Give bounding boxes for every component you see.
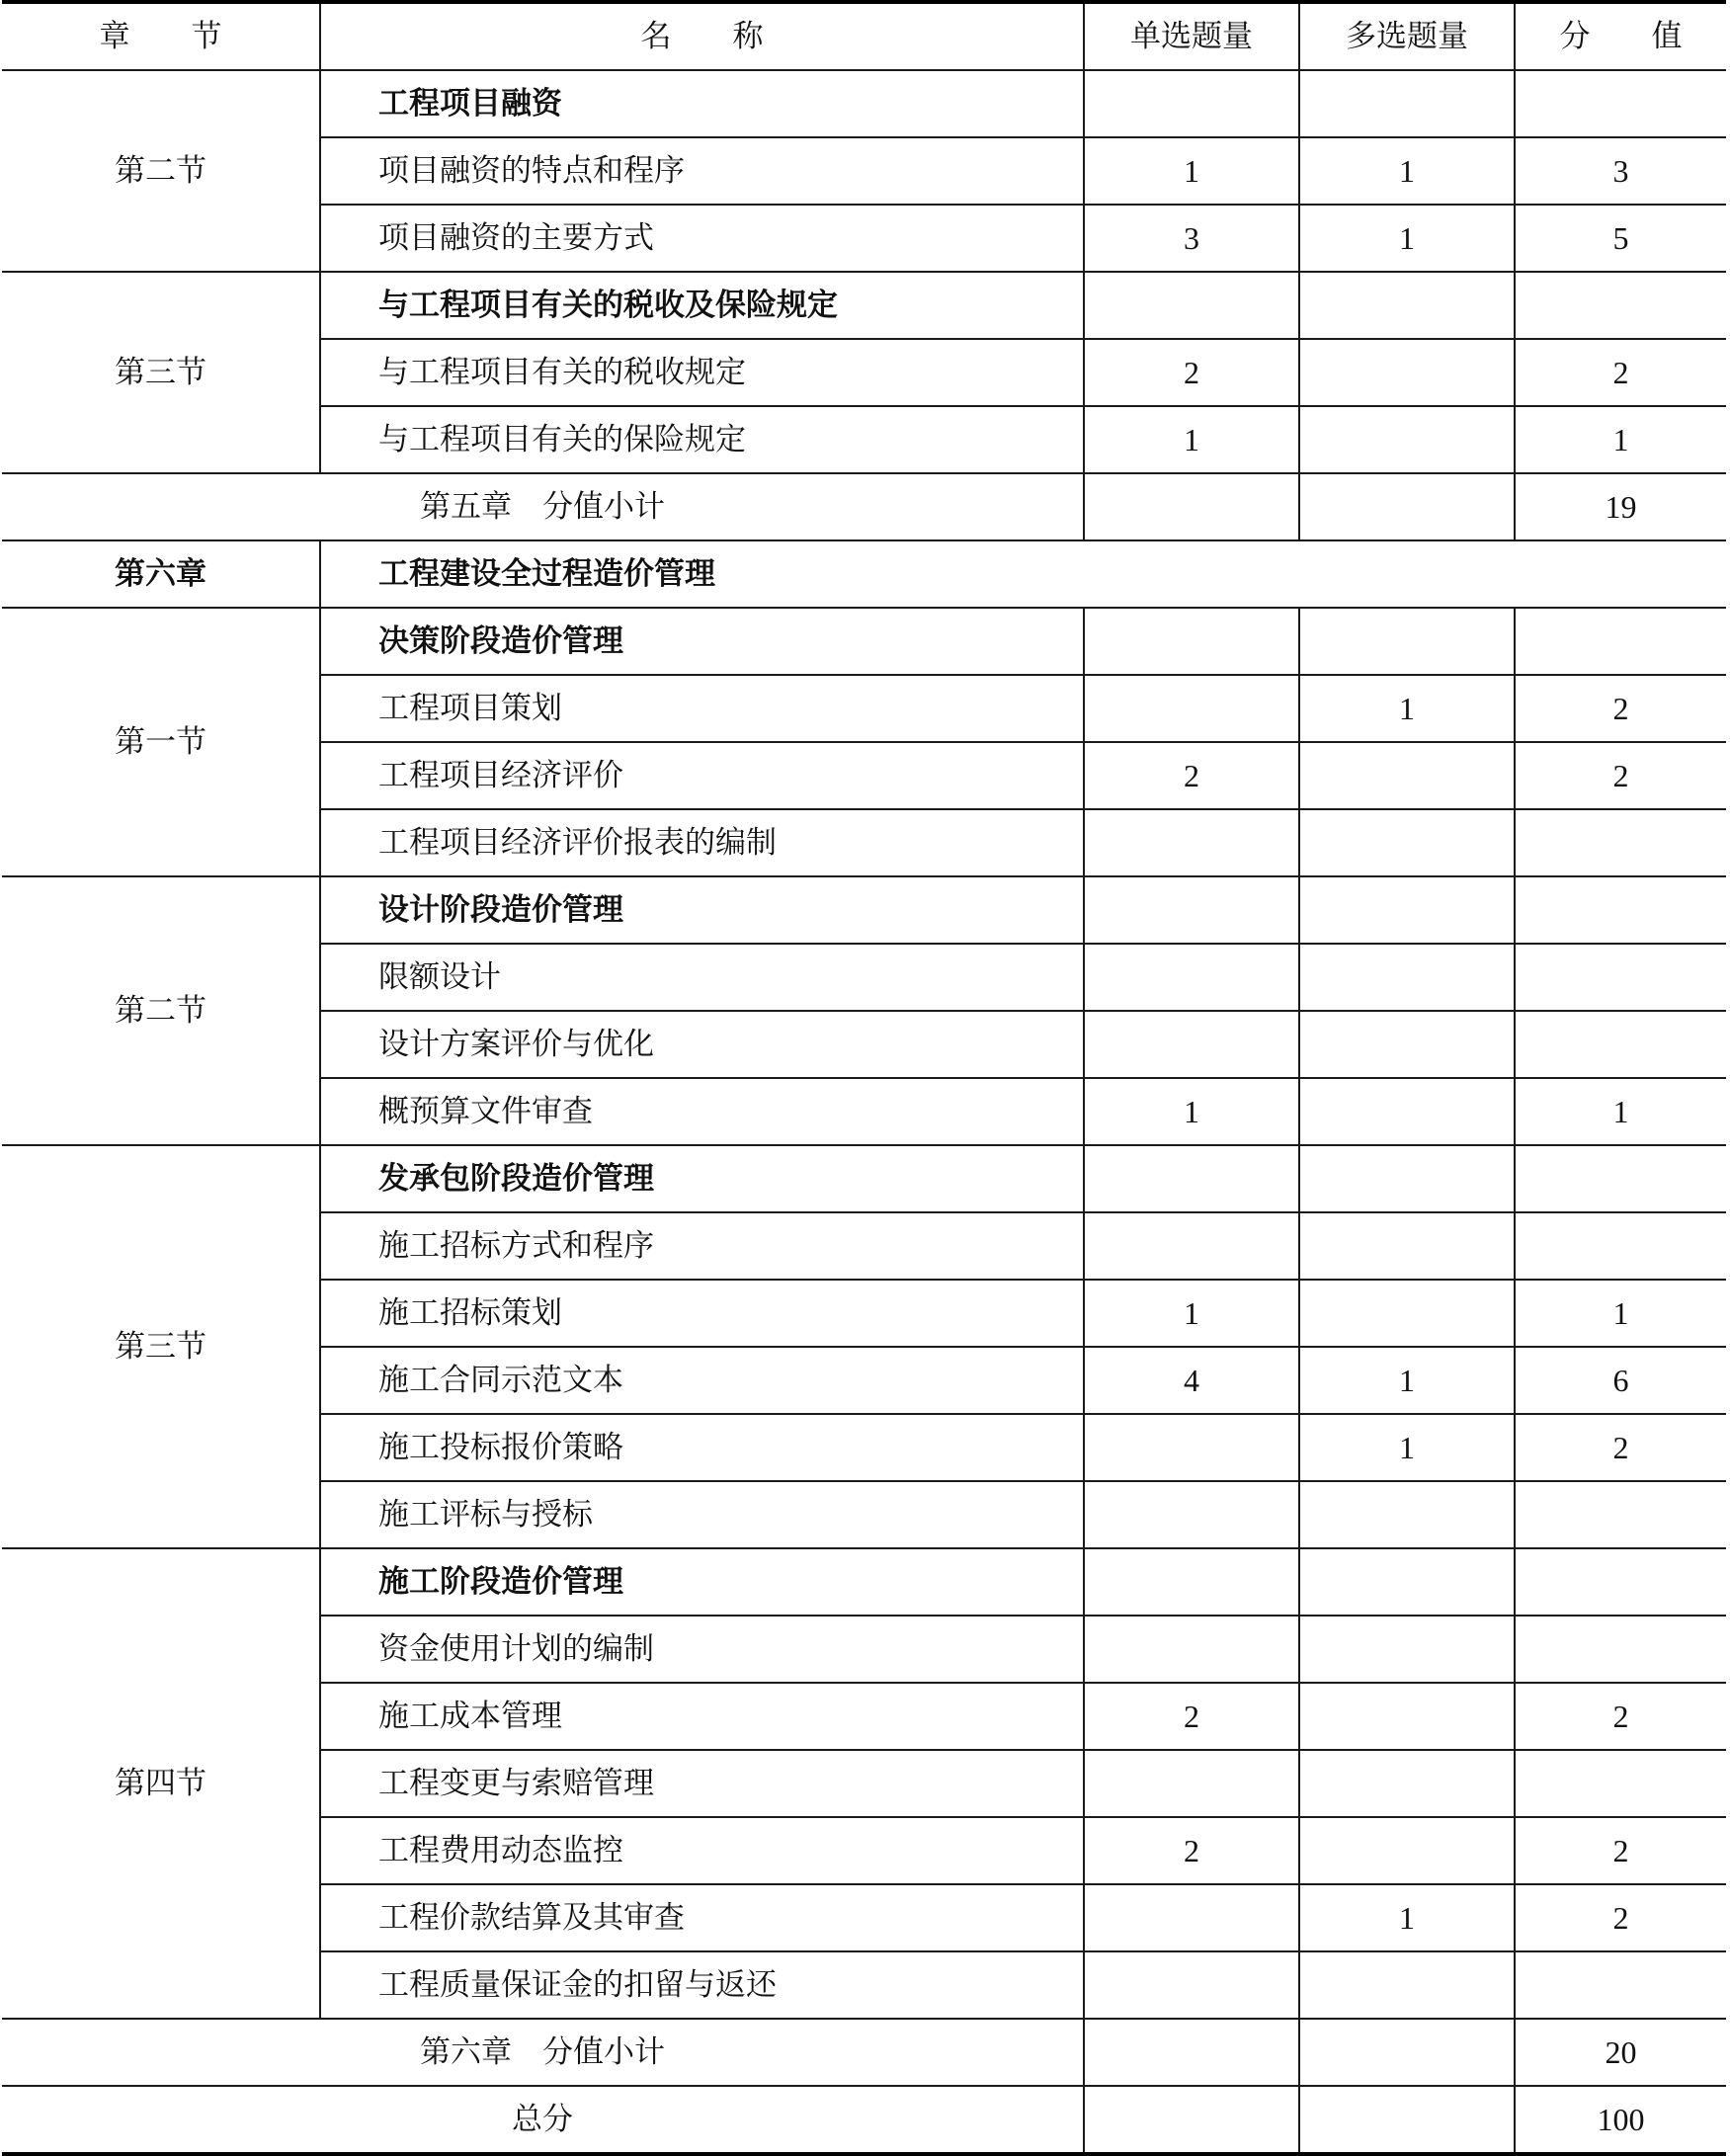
single-choice-count [1084, 2019, 1299, 2086]
single-choice-count: 3 [1084, 205, 1299, 272]
subtotal-label: 第五章 分值小计 [2, 473, 1084, 540]
topic-name: 工程价款结算及其审查 [320, 1884, 1084, 1951]
subtotal-label: 第六章 分值小计 [2, 2019, 1084, 2086]
single-choice-count: 2 [1084, 1683, 1299, 1750]
column-header-single-choice: 单选题量 [1084, 2, 1299, 70]
multi-choice-count [1299, 473, 1515, 540]
topic-name: 工程变更与索赔管理 [320, 1750, 1084, 1817]
multi-choice-count [1299, 2019, 1515, 2086]
section-title: 决策阶段造价管理 [320, 608, 1084, 675]
topic-name: 资金使用计划的编制 [320, 1616, 1084, 1683]
table-header [2, 2, 1726, 70]
subtotal-score: 19 [1515, 473, 1726, 540]
section-label: 第四节 [2, 1548, 320, 2019]
column-header-multi-choice: 多选题量 [1299, 2, 1515, 70]
multi-choice-count [1299, 1951, 1515, 2019]
section-title: 发承包阶段造价管理 [320, 1145, 1084, 1212]
section-title: 施工阶段造价管理 [320, 1548, 1084, 1616]
score-value [1515, 1212, 1726, 1280]
multi-choice-count [1299, 1078, 1515, 1145]
single-choice-count: 1 [1084, 1280, 1299, 1347]
topic-name: 限额设计 [320, 944, 1084, 1011]
score-value [1515, 876, 1726, 944]
section-title: 与工程项目有关的税收及保险规定 [320, 272, 1084, 339]
score-value: 2 [1515, 1414, 1726, 1481]
single-choice-count [1084, 1414, 1299, 1481]
topic-name: 概预算文件审查 [320, 1078, 1084, 1145]
multi-choice-count [1299, 1817, 1515, 1884]
multi-choice-count [1299, 1145, 1515, 1212]
table-row [2, 2086, 1726, 2154]
header-row [2, 2, 1726, 70]
subtotal-score: 20 [1515, 2019, 1726, 2086]
section-label: 第三节 [2, 272, 320, 473]
single-choice-count: 2 [1084, 742, 1299, 809]
score-value: 2 [1515, 742, 1726, 809]
single-choice-count [1084, 1481, 1299, 1548]
table-row [2, 2019, 1726, 2086]
multi-choice-count [1299, 944, 1515, 1011]
topic-name: 项目融资的主要方式 [320, 205, 1084, 272]
multi-choice-count: 1 [1299, 137, 1515, 205]
table-row [2, 1145, 1726, 1212]
multi-choice-count: 1 [1299, 675, 1515, 742]
single-choice-count: 4 [1084, 1347, 1299, 1414]
table-row [2, 876, 1726, 944]
score-value [1515, 608, 1726, 675]
single-choice-count [1084, 473, 1299, 540]
score-value: 2 [1515, 1683, 1726, 1750]
table-row [2, 1548, 1726, 1616]
single-choice-count [1084, 1548, 1299, 1616]
single-choice-count: 2 [1084, 339, 1299, 406]
multi-choice-count [1299, 809, 1515, 876]
section-label: 第一节 [2, 608, 320, 876]
multi-choice-count: 1 [1299, 1414, 1515, 1481]
topic-name: 工程项目经济评价报表的编制 [320, 809, 1084, 876]
score-distribution-table [2, 0, 1726, 2156]
subtotal-label: 总分 [2, 2086, 1084, 2154]
score-value [1515, 70, 1726, 137]
chapter-label: 第六章 [2, 540, 320, 608]
single-choice-count [1084, 1884, 1299, 1951]
single-choice-count [1084, 944, 1299, 1011]
single-choice-count: 1 [1084, 406, 1299, 473]
single-choice-count [1084, 876, 1299, 944]
multi-choice-count [1299, 272, 1515, 339]
score-value: 3 [1515, 137, 1726, 205]
score-value [1515, 1750, 1726, 1817]
topic-name: 施工招标策划 [320, 1280, 1084, 1347]
multi-choice-count [1299, 406, 1515, 473]
section-label: 第二节 [2, 876, 320, 1145]
single-choice-count [1084, 1616, 1299, 1683]
topic-name: 工程质量保证金的扣留与返还 [320, 1951, 1084, 2019]
score-value [1515, 1951, 1726, 2019]
score-value [1515, 1548, 1726, 1616]
table-body [2, 70, 1726, 2154]
score-value [1515, 809, 1726, 876]
table-row [2, 272, 1726, 339]
single-choice-count: 2 [1084, 1817, 1299, 1884]
table-row [2, 473, 1726, 540]
multi-choice-count [1299, 1683, 1515, 1750]
score-value [1515, 1616, 1726, 1683]
table-row [2, 540, 1726, 608]
single-choice-count [1084, 809, 1299, 876]
topic-name: 施工成本管理 [320, 1683, 1084, 1750]
score-value: 1 [1515, 406, 1726, 473]
multi-choice-count [1299, 70, 1515, 137]
single-choice-count [1084, 1212, 1299, 1280]
score-value [1515, 1481, 1726, 1548]
score-value: 2 [1515, 675, 1726, 742]
score-value: 2 [1515, 339, 1726, 406]
score-value: 2 [1515, 1884, 1726, 1951]
multi-choice-count [1299, 608, 1515, 675]
single-choice-count [1084, 675, 1299, 742]
single-choice-count: 1 [1084, 137, 1299, 205]
single-choice-count [1084, 1011, 1299, 1078]
score-value: 1 [1515, 1078, 1726, 1145]
multi-choice-count [1299, 1280, 1515, 1347]
topic-name: 施工合同示范文本 [320, 1347, 1084, 1414]
multi-choice-count [1299, 1548, 1515, 1616]
multi-choice-count: 1 [1299, 205, 1515, 272]
topic-name: 与工程项目有关的保险规定 [320, 406, 1084, 473]
multi-choice-count [1299, 742, 1515, 809]
score-value: 5 [1515, 205, 1726, 272]
score-value: 1 [1515, 1280, 1726, 1347]
multi-choice-count [1299, 1616, 1515, 1683]
single-choice-count: 1 [1084, 1078, 1299, 1145]
topic-name: 施工评标与授标 [320, 1481, 1084, 1548]
topic-name: 工程项目策划 [320, 675, 1084, 742]
score-value: 2 [1515, 1817, 1726, 1884]
topic-name: 设计方案评价与优化 [320, 1011, 1084, 1078]
section-title: 工程项目融资 [320, 70, 1084, 137]
column-header-score: 分 值 [1515, 2, 1726, 70]
topic-name: 施工投标报价策略 [320, 1414, 1084, 1481]
section-title: 设计阶段造价管理 [320, 876, 1084, 944]
single-choice-count [1084, 70, 1299, 137]
single-choice-count [1084, 272, 1299, 339]
column-header-name: 名 称 [320, 2, 1084, 70]
multi-choice-count [1299, 1481, 1515, 1548]
score-value [1515, 272, 1726, 339]
multi-choice-count [1299, 2086, 1515, 2154]
single-choice-count [1084, 1145, 1299, 1212]
table-row [2, 70, 1726, 137]
subtotal-score: 100 [1515, 2086, 1726, 2154]
single-choice-count [1084, 608, 1299, 675]
section-label: 第三节 [2, 1145, 320, 1548]
single-choice-count [1084, 1951, 1299, 2019]
score-value [1515, 1145, 1726, 1212]
single-choice-count [1084, 1750, 1299, 1817]
single-choice-count [1084, 2086, 1299, 2154]
chapter-title: 工程建设全过程造价管理 [320, 540, 1726, 608]
column-header-chapter: 章 节 [2, 2, 320, 70]
multi-choice-count: 1 [1299, 1884, 1515, 1951]
table-row [2, 608, 1726, 675]
topic-name: 施工招标方式和程序 [320, 1212, 1084, 1280]
score-value: 6 [1515, 1347, 1726, 1414]
score-value [1515, 944, 1726, 1011]
multi-choice-count [1299, 339, 1515, 406]
topic-name: 项目融资的特点和程序 [320, 137, 1084, 205]
multi-choice-count [1299, 876, 1515, 944]
topic-name: 工程费用动态监控 [320, 1817, 1084, 1884]
section-label: 第二节 [2, 70, 320, 272]
multi-choice-count: 1 [1299, 1347, 1515, 1414]
multi-choice-count [1299, 1011, 1515, 1078]
multi-choice-count [1299, 1750, 1515, 1817]
topic-name: 与工程项目有关的税收规定 [320, 339, 1084, 406]
score-value [1515, 1011, 1726, 1078]
topic-name: 工程项目经济评价 [320, 742, 1084, 809]
multi-choice-count [1299, 1212, 1515, 1280]
